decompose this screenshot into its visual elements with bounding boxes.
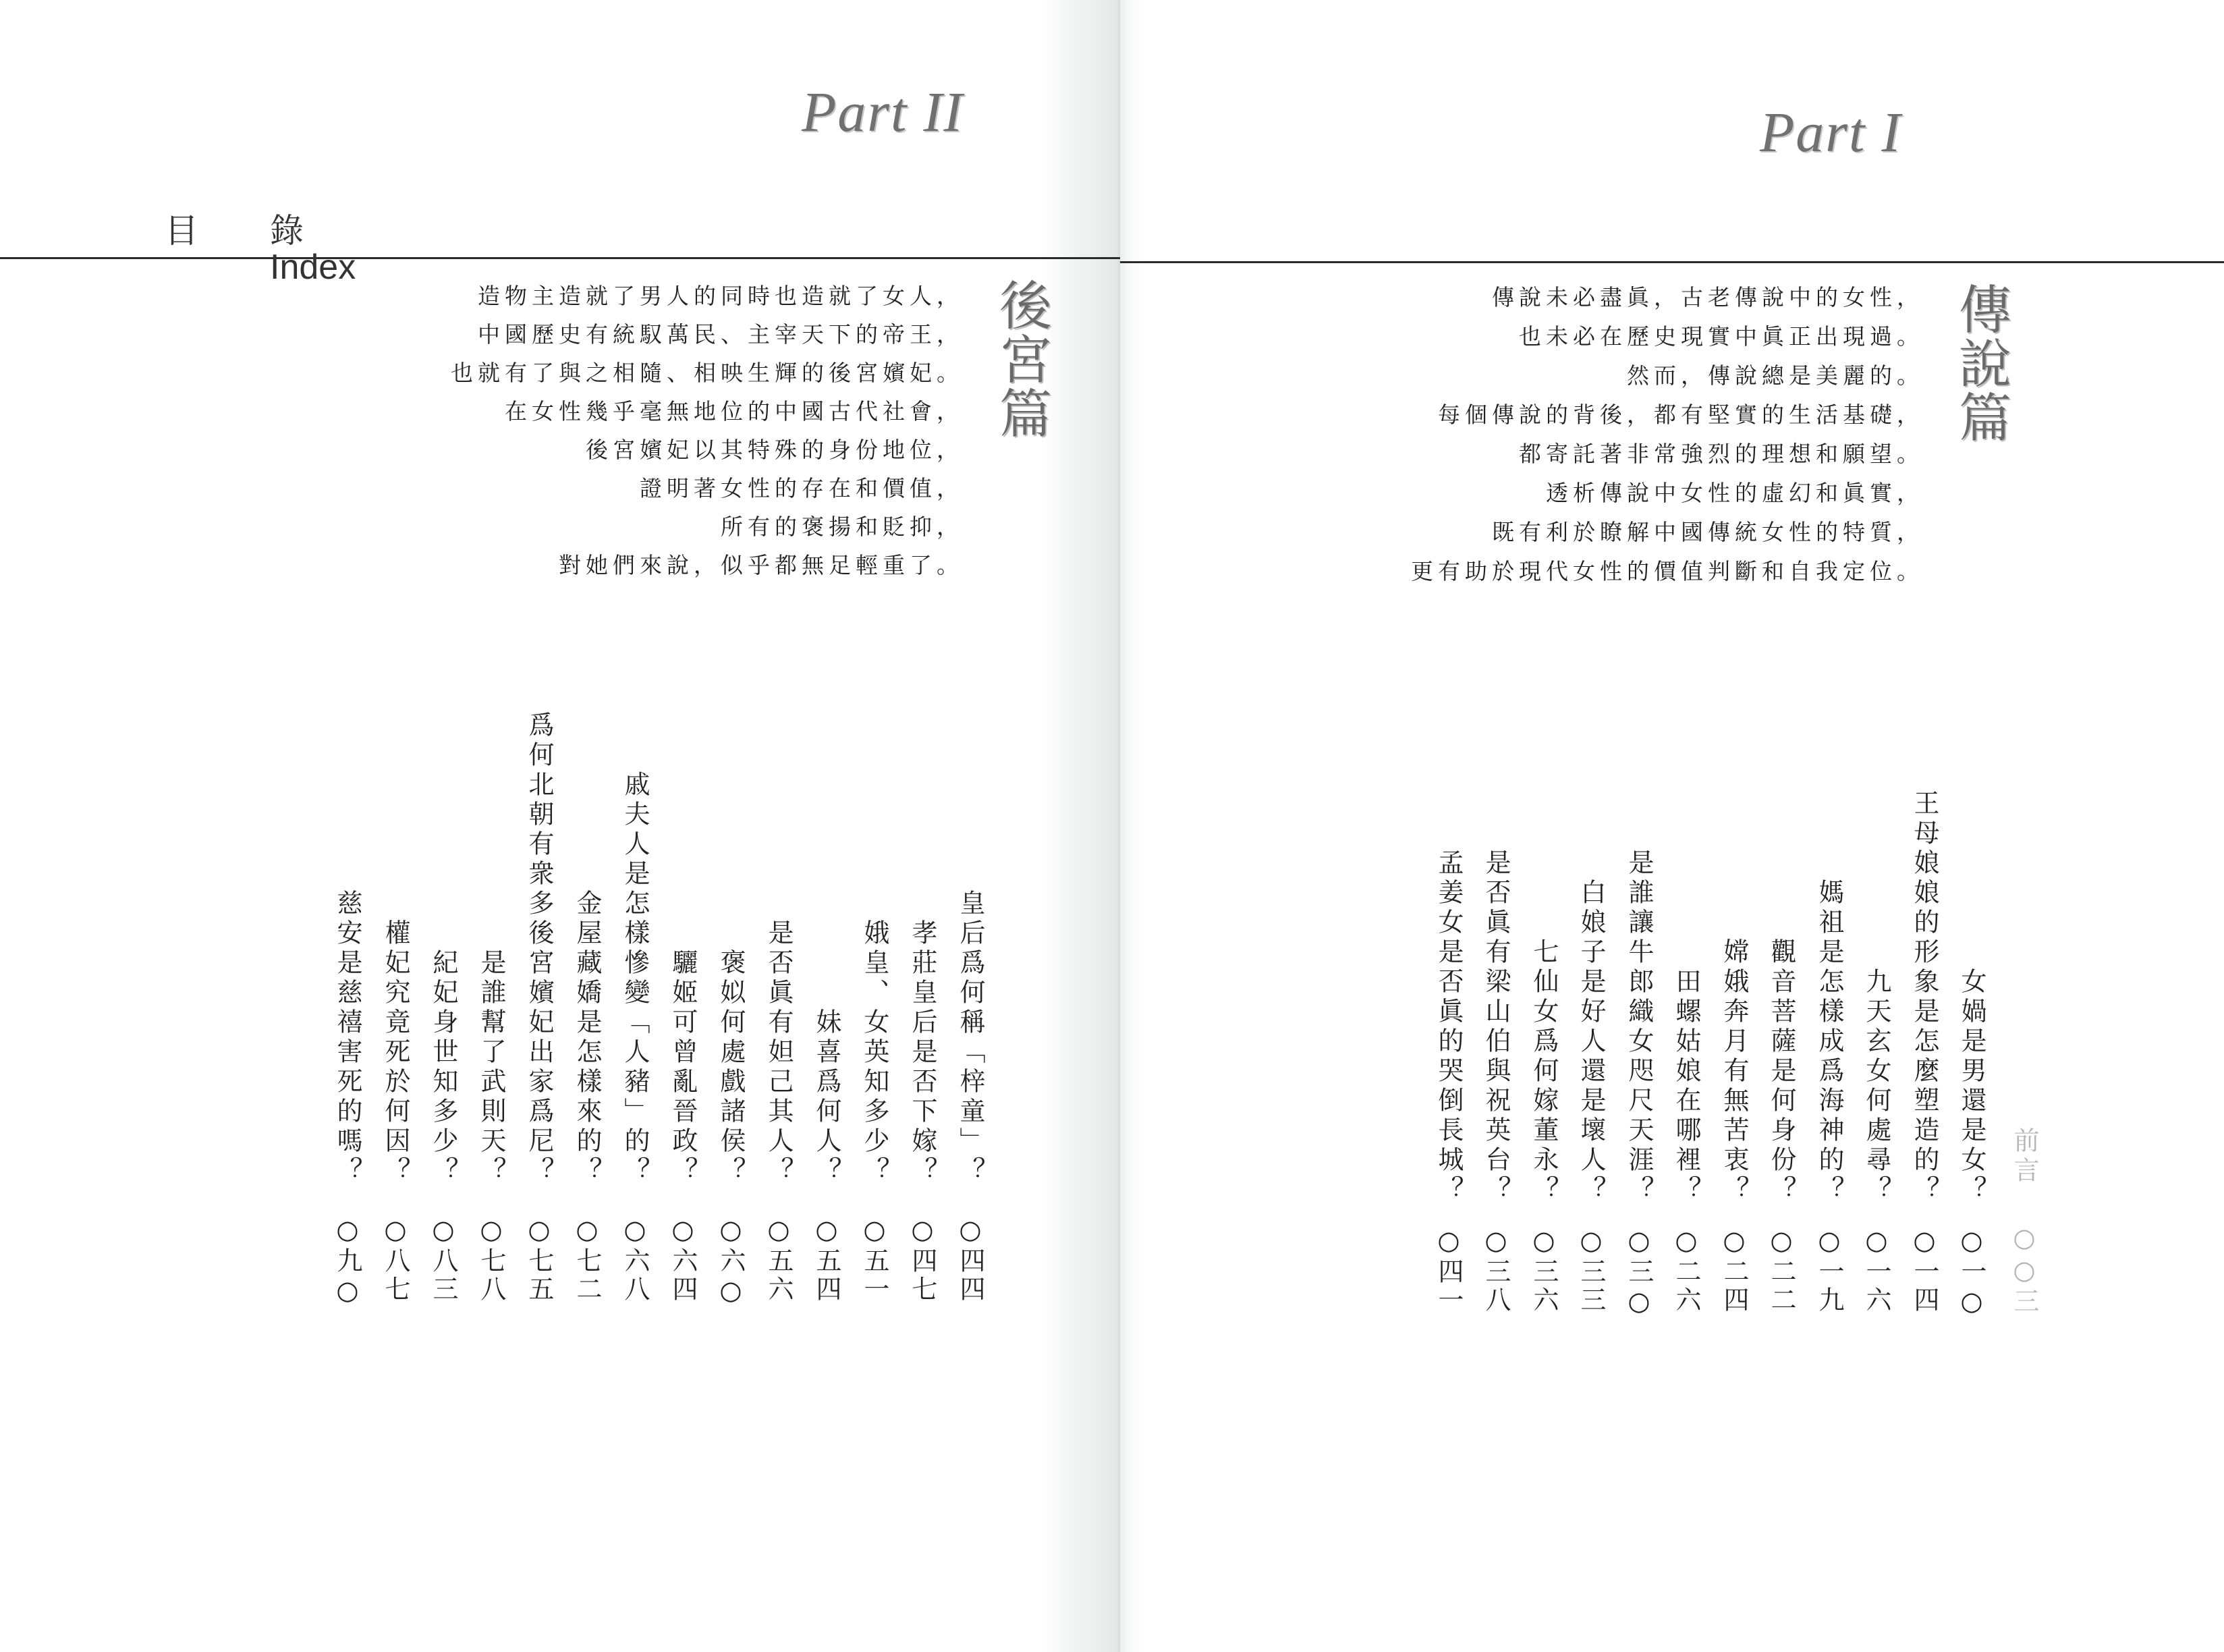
toc-entry-title[interactable]: 是誰幫了武則天？ bbox=[476, 949, 506, 1186]
toc-entry-page: ○三六 bbox=[1529, 1226, 1559, 1315]
toc-entry-title[interactable]: 紀妃身世知多少？ bbox=[428, 949, 458, 1186]
toc-entry-page: ○二四 bbox=[1719, 1226, 1749, 1315]
toc-entry-title[interactable]: 王母娘娘的形象是怎麼塑造的？ bbox=[1910, 790, 1939, 1205]
toc-entry[interactable] bbox=[1624, 0, 1654, 1205]
section-heading-harem: 後宮篇 bbox=[991, 278, 1051, 440]
toc-entry[interactable] bbox=[2009, 0, 2039, 1186]
toc-entry[interactable] bbox=[333, 0, 362, 1186]
toc-entry[interactable] bbox=[620, 0, 650, 1186]
toc-entry-page: ○二二 bbox=[1767, 1226, 1796, 1315]
intro-line: 每個傳說的背後，都有堅實的生活基礎， bbox=[1438, 402, 1924, 428]
toc-entry-page: ○八三 bbox=[428, 1215, 458, 1304]
toc-entry-page: ○六八 bbox=[620, 1215, 650, 1304]
toc-entry-title[interactable]: 觀音菩薩是何身份？ bbox=[1767, 938, 1796, 1205]
toc-entry-title[interactable]: 七仙女爲何嫁董永？ bbox=[1529, 938, 1559, 1205]
toc-entry-title[interactable]: 是否眞有妲己其人？ bbox=[764, 919, 794, 1186]
toc-entry[interactable] bbox=[716, 0, 746, 1186]
intro-line: 既有利於瞭解中國傳統女性的特質， bbox=[1492, 519, 1924, 545]
toc-entry[interactable] bbox=[860, 0, 889, 1186]
toc-entry-page: ○一九 bbox=[1814, 1226, 1844, 1315]
toc-entry-page: ○七五 bbox=[524, 1215, 554, 1304]
toc-entry-title[interactable]: 九天玄女何處尋？ bbox=[1862, 968, 1891, 1205]
toc-entry-title[interactable]: 是誰讓牛郎織女咫尺天涯？ bbox=[1624, 849, 1654, 1205]
toc-entry[interactable] bbox=[908, 0, 937, 1186]
toc-heading-english: Index bbox=[270, 248, 356, 287]
intro-line: 也未必在歷史現實中眞正出現過。 bbox=[1519, 323, 1924, 350]
intro-line: 透析傳說中女性的虛幻和眞實， bbox=[1546, 480, 1924, 506]
toc-entry-title[interactable]: 皇后爲何稱「梓童」？ bbox=[955, 889, 985, 1186]
intro-line: 更有助於現代女性的價值判斷和自我定位。 bbox=[1411, 558, 1924, 584]
toc-entry-title[interactable]: 孝莊皇后是否下嫁？ bbox=[908, 919, 937, 1186]
intro-line: 所有的褒揚和貶抑， bbox=[721, 514, 964, 540]
section-heading-legends: 傳說篇 bbox=[1950, 282, 2011, 444]
toc-entry-page: ○一六 bbox=[1862, 1226, 1891, 1315]
toc-entry[interactable] bbox=[1862, 0, 1891, 1205]
toc-entry-title[interactable]: 媽祖是怎樣成爲海神的？ bbox=[1814, 879, 1844, 1205]
intro-line: 後宮嬪妃以其特殊的身份地位， bbox=[586, 437, 964, 463]
toc-entry[interactable] bbox=[1434, 0, 1464, 1205]
toc-entry-page: ○九○ bbox=[333, 1215, 362, 1308]
toc-entry[interactable] bbox=[1481, 0, 1511, 1205]
intro-line: 也就有了與之相隨、相映生輝的後宮嬪妃。 bbox=[451, 360, 964, 386]
toc-entry-page: ○五六 bbox=[764, 1215, 794, 1304]
toc-entry[interactable] bbox=[955, 0, 985, 1186]
toc-entry-page: ○五四 bbox=[812, 1215, 841, 1304]
toc-entry[interactable] bbox=[524, 0, 554, 1186]
toc-entry[interactable] bbox=[764, 0, 794, 1186]
toc-entry[interactable] bbox=[572, 0, 602, 1186]
part-i-label: Part I bbox=[1760, 101, 1902, 164]
toc-entry-page: ○一○ bbox=[1957, 1226, 1986, 1319]
toc-entry-page: ○二六 bbox=[1671, 1226, 1701, 1315]
intro-line: 都寄託著非常強烈的理想和願望。 bbox=[1519, 441, 1924, 467]
toc-entry[interactable] bbox=[1814, 0, 1844, 1205]
toc-entry-title[interactable]: 權妃究竟死於何因？ bbox=[381, 919, 410, 1186]
intro-line: 證明著女性的存在和價值， bbox=[640, 475, 964, 501]
toc-entry-page: ○三八 bbox=[1481, 1226, 1511, 1315]
left-header-rule bbox=[0, 257, 1120, 259]
toc-entry-page: ○三三 bbox=[1576, 1226, 1606, 1315]
intro-line: 傳說未必盡眞，古老傳說中的女性， bbox=[1492, 284, 1924, 310]
toc-entry-title[interactable]: 嫦娥奔月有無苦衷？ bbox=[1719, 938, 1749, 1205]
intro-line: 在女性幾乎毫無地位的中國古代社會， bbox=[505, 398, 964, 424]
toc-entry-page: ○八七 bbox=[381, 1215, 410, 1304]
toc-entry-title[interactable]: 白娘子是好人還是壞人？ bbox=[1576, 879, 1606, 1205]
toc-entry-title[interactable]: 女媧是男還是女？ bbox=[1957, 968, 1986, 1205]
toc-entry[interactable] bbox=[1529, 0, 1559, 1205]
intro-line: 造物主造就了男人的同時也造就了女人， bbox=[478, 283, 964, 309]
toc-entry-page: ○六○ bbox=[716, 1215, 746, 1308]
toc-entry-title[interactable]: 孟姜女是否眞的哭倒長城？ bbox=[1434, 849, 1464, 1205]
toc-entry-title[interactable]: 娥皇、女英知多少？ bbox=[860, 919, 889, 1186]
toc-heading-char-2: 錄 bbox=[270, 211, 304, 250]
intro-line: 中國歷史有統馭萬民、主宰天下的帝王， bbox=[478, 321, 964, 348]
toc-entry-page: ○一四 bbox=[1910, 1226, 1939, 1315]
toc-entry-page: ○四一 bbox=[1434, 1226, 1464, 1315]
toc-entry-title[interactable]: 戚夫人是怎樣慘變「人豬」的？ bbox=[620, 771, 650, 1186]
preface-title[interactable]: 前言 bbox=[2009, 1127, 2039, 1186]
toc-entry-page: ○五一 bbox=[860, 1215, 889, 1304]
toc-entry-title[interactable]: 爲何北朝有衆多後宮嬪妃出家爲尼？ bbox=[524, 711, 554, 1186]
toc-entry[interactable] bbox=[668, 0, 698, 1186]
toc-entry-title[interactable]: 慈安是慈禧害死的嗎？ bbox=[333, 889, 362, 1186]
toc-entry-page: ○七二 bbox=[572, 1215, 602, 1304]
toc-entry[interactable] bbox=[812, 0, 841, 1186]
toc-entry-page: ○七八 bbox=[476, 1215, 506, 1304]
toc-entry-title[interactable]: 妹喜爲何人？ bbox=[812, 1008, 841, 1186]
toc-entry[interactable] bbox=[381, 0, 410, 1186]
toc-entry-title[interactable]: 是否眞有梁山伯與祝英台？ bbox=[1481, 849, 1511, 1205]
toc-entry[interactable] bbox=[1910, 0, 1939, 1205]
toc-entry[interactable] bbox=[1671, 0, 1701, 1205]
toc-entry-title[interactable]: 驪姬可曾亂晉政？ bbox=[668, 949, 698, 1186]
toc-entry-page: ○四四 bbox=[955, 1215, 985, 1304]
intro-line: 對她們來說，似乎都無足輕重了。 bbox=[559, 552, 964, 578]
toc-entry-page: ○六四 bbox=[668, 1215, 698, 1304]
toc-entry[interactable] bbox=[1719, 0, 1749, 1205]
toc-entry-title[interactable]: 田螺姑娘在哪裡？ bbox=[1671, 968, 1701, 1205]
toc-entry-title[interactable]: 金屋藏嬌是怎樣來的？ bbox=[572, 889, 602, 1186]
toc-entry[interactable] bbox=[1576, 0, 1606, 1205]
toc-entry[interactable] bbox=[1957, 0, 1986, 1205]
toc-entry-title[interactable]: 褒姒何處戲諸侯？ bbox=[716, 949, 746, 1186]
toc-entry-page: ○四七 bbox=[908, 1215, 937, 1304]
toc-heading-char-1: 目 bbox=[165, 211, 198, 250]
intro-line: 然而，傳說總是美麗的。 bbox=[1627, 362, 1924, 389]
part-ii-label: Part II bbox=[802, 81, 964, 144]
preface-page: ○○三 bbox=[2009, 1223, 2039, 1316]
toc-entry[interactable] bbox=[1767, 0, 1796, 1205]
toc-entry[interactable] bbox=[428, 0, 458, 1186]
toc-entry-page: ○三○ bbox=[1624, 1226, 1654, 1319]
toc-entry[interactable] bbox=[476, 0, 506, 1186]
